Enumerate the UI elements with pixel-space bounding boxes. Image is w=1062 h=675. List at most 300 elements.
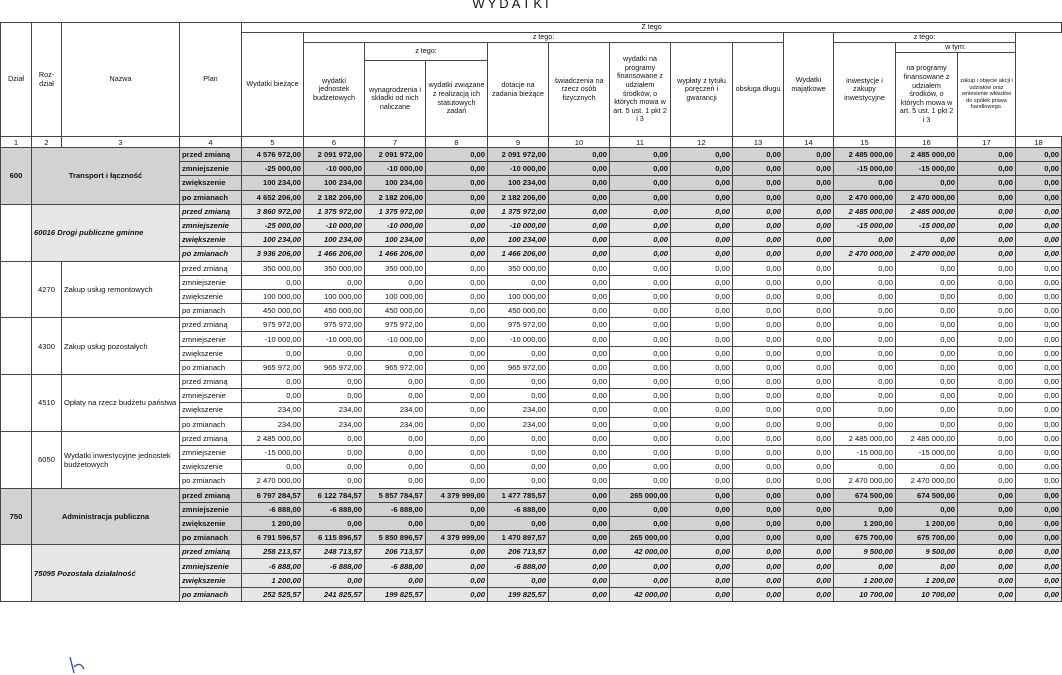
value-cell: 0,00	[426, 431, 488, 445]
row-label: po zmianach	[180, 190, 242, 204]
value-cell: 2 485 000,00	[896, 431, 958, 445]
header-rozdzial: Roz-dział	[32, 23, 62, 137]
row-label: zmniejszenie	[180, 162, 242, 176]
value-cell: 0,00	[958, 460, 1016, 474]
column-number: 15	[834, 137, 896, 148]
value-cell: 0,00	[896, 332, 958, 346]
value-cell: 100 234,00	[242, 233, 304, 247]
value-cell: 0,00	[242, 346, 304, 360]
value-cell: 0,00	[304, 346, 365, 360]
value-cell: 100 000,00	[365, 289, 426, 303]
value-cell: 10 700,00	[896, 587, 958, 601]
value-cell: 1 200,00	[242, 573, 304, 587]
value-cell: 0,00	[958, 275, 1016, 289]
row-label: zmniejszenie	[180, 218, 242, 232]
value-cell: 0,00	[958, 176, 1016, 190]
value-cell: 100 234,00	[488, 176, 549, 190]
value-cell: 0,00	[1016, 573, 1062, 587]
value-cell: 0,00	[1016, 346, 1062, 360]
value-cell: 2 091 972,00	[304, 148, 365, 162]
value-cell: 0,00	[1016, 531, 1062, 545]
value-cell: 265 000,00	[610, 488, 671, 502]
value-cell: 1 466 206,00	[488, 247, 549, 261]
value-cell: 100 234,00	[365, 176, 426, 190]
value-cell: 0,00	[426, 502, 488, 516]
value-cell: 0,00	[958, 488, 1016, 502]
value-cell: 1 466 206,00	[304, 247, 365, 261]
value-cell: 0,00	[488, 346, 549, 360]
value-cell: -6 888,00	[365, 559, 426, 573]
header-wydatki-biezace: Wydatki bieżące	[242, 33, 304, 137]
value-cell: 2 470 000,00	[834, 474, 896, 488]
value-cell: -10 000,00	[365, 162, 426, 176]
value-cell: 0,00	[958, 304, 1016, 318]
value-cell: 0,00	[958, 516, 1016, 530]
value-cell: 0,00	[834, 233, 896, 247]
value-cell: 0,00	[426, 417, 488, 431]
value-cell: 0,00	[733, 403, 784, 417]
value-cell: 0,00	[733, 516, 784, 530]
paragraf-code: 4300	[32, 318, 62, 375]
value-cell: 0,00	[784, 318, 834, 332]
value-cell: 100 000,00	[242, 289, 304, 303]
value-cell: 0,00	[671, 148, 733, 162]
value-cell: -6 888,00	[242, 502, 304, 516]
value-cell: 0,00	[671, 360, 733, 374]
value-cell: 450 000,00	[304, 304, 365, 318]
header-dzial: Dział	[1, 23, 32, 137]
value-cell: 258 213,57	[242, 545, 304, 559]
value-cell: 0,00	[733, 289, 784, 303]
value-cell: 0,00	[426, 587, 488, 601]
value-cell: 0,00	[733, 573, 784, 587]
header-zakup-akcji: zakup i objęcie akcji i udziałów oraz wniesienie wkładów do spółek prawa handlowego.	[958, 53, 1016, 137]
value-cell: 0,00	[610, 559, 671, 573]
value-cell: 2 470 000,00	[834, 190, 896, 204]
value-cell: -10 000,00	[304, 162, 365, 176]
value-cell: 234,00	[488, 417, 549, 431]
value-cell: 0,00	[733, 431, 784, 445]
value-cell: 0,00	[549, 190, 610, 204]
value-cell: -15 000,00	[834, 162, 896, 176]
value-cell: 0,00	[549, 389, 610, 403]
value-cell: 0,00	[488, 474, 549, 488]
value-cell: 0,00	[958, 233, 1016, 247]
value-cell: 0,00	[365, 516, 426, 530]
value-cell: 0,00	[549, 502, 610, 516]
rozdzial-code: 60016	[34, 228, 56, 238]
header-wyplaty: wypłaty z tytułu poręczeń i gwarancji	[671, 43, 733, 137]
value-cell: 2 485 000,00	[834, 431, 896, 445]
empty-cell	[1, 204, 32, 261]
value-cell: 0,00	[610, 445, 671, 459]
value-cell: 0,00	[1016, 417, 1062, 431]
value-cell: 0,00	[784, 474, 834, 488]
value-cell: 0,00	[1016, 318, 1062, 332]
value-cell: 0,00	[1016, 474, 1062, 488]
value-cell: 0,00	[610, 190, 671, 204]
value-cell: 0,00	[549, 148, 610, 162]
value-cell: 0,00	[896, 460, 958, 474]
value-cell: 234,00	[365, 403, 426, 417]
value-cell: 100 234,00	[304, 176, 365, 190]
value-cell: 0,00	[426, 275, 488, 289]
value-cell: 0,00	[426, 318, 488, 332]
value-cell: 0,00	[610, 389, 671, 403]
value-cell: 0,00	[896, 559, 958, 573]
value-cell: 0,00	[834, 275, 896, 289]
value-cell: 0,00	[784, 233, 834, 247]
value-cell: 0,00	[426, 148, 488, 162]
value-cell: 0,00	[958, 190, 1016, 204]
value-cell: 0,00	[671, 332, 733, 346]
value-cell: 0,00	[426, 261, 488, 275]
header-dotacje: dotacje na zadania bieżące	[488, 43, 549, 137]
row-label: zmniejszenie	[180, 332, 242, 346]
header-obsluga: obsługa długu	[733, 43, 784, 137]
value-cell: 0,00	[304, 275, 365, 289]
value-cell: -15 000,00	[834, 218, 896, 232]
value-cell: 0,00	[549, 176, 610, 190]
value-cell: 0,00	[896, 389, 958, 403]
value-cell: 234,00	[488, 403, 549, 417]
value-cell: 0,00	[1016, 233, 1062, 247]
value-cell: 199 825,57	[488, 587, 549, 601]
column-number: 13	[733, 137, 784, 148]
dzial-name: Administracja publiczna	[32, 488, 180, 545]
value-cell: 0,00	[834, 460, 896, 474]
empty-cell	[1, 375, 32, 432]
value-cell: 0,00	[834, 502, 896, 516]
value-cell: 0,00	[896, 318, 958, 332]
row-label: po zmianach	[180, 474, 242, 488]
value-cell: 0,00	[958, 360, 1016, 374]
value-cell: -15 000,00	[242, 445, 304, 459]
value-cell: 2 470 000,00	[242, 474, 304, 488]
value-cell: 0,00	[610, 346, 671, 360]
value-cell: 0,00	[834, 559, 896, 573]
value-cell: 0,00	[610, 218, 671, 232]
value-cell: 0,00	[784, 488, 834, 502]
table-body	[1, 137, 1062, 602]
value-cell: 0,00	[426, 389, 488, 403]
value-cell: 0,00	[733, 545, 784, 559]
value-cell: 6 797 284,57	[242, 488, 304, 502]
row-label: przed zmianą	[180, 148, 242, 162]
value-cell: 0,00	[549, 275, 610, 289]
column-number: 14	[784, 137, 834, 148]
table-row	[1, 148, 1062, 162]
value-cell: 0,00	[426, 218, 488, 232]
value-cell: 248 713,57	[304, 545, 365, 559]
value-cell: 0,00	[784, 545, 834, 559]
value-cell: 0,00	[304, 389, 365, 403]
expenditure-table	[0, 22, 1062, 602]
value-cell: 265 000,00	[610, 531, 671, 545]
value-cell: 0,00	[784, 162, 834, 176]
value-cell: 0,00	[958, 162, 1016, 176]
value-cell: 0,00	[549, 417, 610, 431]
value-cell: 2 182 206,00	[304, 190, 365, 204]
header-swiadczenia: świadczenia na rzecz osób fizycznych	[549, 43, 610, 137]
row-label: zmniejszenie	[180, 502, 242, 516]
value-cell: 0,00	[671, 190, 733, 204]
value-cell: 0,00	[896, 261, 958, 275]
value-cell: 2 182 206,00	[488, 190, 549, 204]
value-cell: -6 888,00	[488, 559, 549, 573]
value-cell: 0,00	[834, 375, 896, 389]
handwritten-signature-mark	[62, 655, 102, 675]
value-cell: 5 850 896,57	[365, 531, 426, 545]
value-cell: 0,00	[426, 545, 488, 559]
header-wynagrodzenia: wynagrodzenia i składki od nich naliczane	[365, 61, 426, 137]
value-cell: 2 091 972,00	[488, 148, 549, 162]
row-label: zmniejszenie	[180, 389, 242, 403]
value-cell: 0,00	[1016, 403, 1062, 417]
value-cell: -15 000,00	[896, 445, 958, 459]
column-number: 12	[671, 137, 733, 148]
value-cell: 0,00	[733, 445, 784, 459]
value-cell: 0,00	[365, 460, 426, 474]
value-cell: 0,00	[671, 516, 733, 530]
value-cell: 4 652 206,00	[242, 190, 304, 204]
value-cell: 0,00	[834, 389, 896, 403]
value-cell: 0,00	[834, 318, 896, 332]
value-cell: -25 000,00	[242, 218, 304, 232]
value-cell: 0,00	[1016, 559, 1062, 573]
value-cell: 9 500,00	[896, 545, 958, 559]
value-cell: 0,00	[784, 360, 834, 374]
value-cell: -10 000,00	[365, 332, 426, 346]
value-cell: 0,00	[733, 275, 784, 289]
empty-cell	[1, 545, 32, 602]
value-cell: 0,00	[426, 360, 488, 374]
value-cell: 0,00	[426, 559, 488, 573]
value-cell: 0,00	[365, 389, 426, 403]
value-cell: 206 713,57	[365, 545, 426, 559]
dzial-code: 750	[1, 488, 32, 545]
value-cell: 0,00	[488, 431, 549, 445]
value-cell: 0,00	[549, 360, 610, 374]
value-cell: 0,00	[610, 148, 671, 162]
header-programy-majatkowe: na programy finansowane z udziałem środków, o których mowa w art. 5 ust. 1 pkt 2 i 3	[896, 53, 958, 137]
value-cell: 0,00	[784, 275, 834, 289]
row-label: przed zmianą	[180, 488, 242, 502]
value-cell: 3 936 206,00	[242, 247, 304, 261]
value-cell: 0,00	[1016, 488, 1062, 502]
value-cell: 0,00	[549, 218, 610, 232]
value-cell: 0,00	[549, 488, 610, 502]
value-cell: 0,00	[610, 573, 671, 587]
table-row	[1, 375, 1062, 389]
value-cell: 0,00	[733, 502, 784, 516]
value-cell: 0,00	[896, 346, 958, 360]
value-cell: 0,00	[549, 531, 610, 545]
header-z-tego-inner: z tego:	[365, 43, 488, 61]
value-cell: 975 972,00	[365, 318, 426, 332]
value-cell: 0,00	[488, 375, 549, 389]
row-label: zmniejszenie	[180, 559, 242, 573]
value-cell: 675 700,00	[896, 531, 958, 545]
value-cell: 0,00	[834, 176, 896, 190]
value-cell: 0,00	[896, 417, 958, 431]
value-cell: 0,00	[1016, 176, 1062, 190]
value-cell: 0,00	[958, 204, 1016, 218]
value-cell: 350 000,00	[365, 261, 426, 275]
value-cell: 0,00	[671, 261, 733, 275]
value-cell: 0,00	[733, 332, 784, 346]
paragraf-name: Zakup usług pozostałych	[62, 318, 180, 375]
value-cell: 0,00	[1016, 289, 1062, 303]
value-cell: 0,00	[549, 573, 610, 587]
value-cell: -6 888,00	[242, 559, 304, 573]
value-cell: 0,00	[671, 573, 733, 587]
value-cell: 0,00	[365, 445, 426, 459]
value-cell: 4 576 972,00	[242, 148, 304, 162]
value-cell: 450 000,00	[488, 304, 549, 318]
value-cell: -10 000,00	[304, 332, 365, 346]
value-cell: 675 700,00	[834, 531, 896, 545]
value-cell: 0,00	[426, 516, 488, 530]
value-cell: 0,00	[426, 304, 488, 318]
header-wydatki-jednostek: wydatki jednostek budżetowych	[304, 43, 365, 137]
value-cell: 0,00	[242, 375, 304, 389]
value-cell: 0,00	[896, 375, 958, 389]
value-cell: 0,00	[784, 445, 834, 459]
value-cell: 0,00	[610, 417, 671, 431]
value-cell: 206 713,57	[488, 545, 549, 559]
header-wydatki-zwiazane: wydatki związane z realizacją ich statutowych zadań	[426, 61, 488, 137]
value-cell: 0,00	[896, 176, 958, 190]
value-cell: 0,00	[733, 190, 784, 204]
value-cell: 0,00	[834, 346, 896, 360]
row-label: zwiększenie	[180, 176, 242, 190]
header-z-tego-sub: z tego:	[304, 33, 784, 43]
value-cell: 6 791 596,57	[242, 531, 304, 545]
row-label: po zmianach	[180, 587, 242, 601]
value-cell: 234,00	[242, 417, 304, 431]
value-cell: 0,00	[671, 318, 733, 332]
row-label: zwiększenie	[180, 403, 242, 417]
row-label: zmniejszenie	[180, 445, 242, 459]
value-cell: 0,00	[1016, 389, 1062, 403]
value-cell: 2 470 000,00	[896, 247, 958, 261]
value-cell: 0,00	[610, 375, 671, 389]
value-cell: 2 485 000,00	[896, 204, 958, 218]
rozdzial-name: Pozostała działalność	[57, 568, 136, 578]
value-cell: 6 122 784,57	[304, 488, 365, 502]
value-cell: 0,00	[549, 375, 610, 389]
table-row	[1, 488, 1062, 502]
value-cell: 350 000,00	[488, 261, 549, 275]
value-cell: 0,00	[958, 375, 1016, 389]
value-cell: 2 485 000,00	[896, 148, 958, 162]
value-cell: 0,00	[426, 375, 488, 389]
row-label: przed zmianą	[180, 261, 242, 275]
value-cell: 0,00	[958, 445, 1016, 459]
value-cell: 2 485 000,00	[242, 431, 304, 445]
value-cell: 0,00	[610, 289, 671, 303]
value-cell: 0,00	[610, 502, 671, 516]
value-cell: 0,00	[242, 460, 304, 474]
table-row	[1, 204, 1062, 218]
value-cell: 0,00	[733, 587, 784, 601]
value-cell: 2 470 000,00	[896, 474, 958, 488]
value-cell: 100 234,00	[488, 233, 549, 247]
value-cell: 0,00	[426, 162, 488, 176]
value-cell: 100 000,00	[488, 289, 549, 303]
value-cell: 1 200,00	[896, 516, 958, 530]
row-label: zwiększenie	[180, 516, 242, 530]
value-cell: 0,00	[549, 318, 610, 332]
row-label: po zmianach	[180, 304, 242, 318]
value-cell: 0,00	[426, 403, 488, 417]
value-cell: 0,00	[365, 375, 426, 389]
value-cell: 0,00	[784, 247, 834, 261]
value-cell: 2 470 000,00	[896, 190, 958, 204]
value-cell: 0,00	[549, 516, 610, 530]
table-row	[1, 261, 1062, 275]
header-nazwa: Nazwa	[62, 23, 180, 137]
value-cell: 0,00	[610, 460, 671, 474]
row-label: zwiększenie	[180, 460, 242, 474]
value-cell: 0,00	[784, 431, 834, 445]
value-cell: 0,00	[958, 573, 1016, 587]
value-cell: 0,00	[784, 289, 834, 303]
value-cell: 0,00	[671, 218, 733, 232]
value-cell: 0,00	[610, 176, 671, 190]
value-cell: 0,00	[304, 375, 365, 389]
value-cell: 0,00	[784, 417, 834, 431]
value-cell: 0,00	[671, 474, 733, 488]
table-row	[1, 431, 1062, 445]
value-cell: 0,00	[1016, 190, 1062, 204]
value-cell: 42 000,00	[610, 587, 671, 601]
table-row	[1, 545, 1062, 559]
value-cell: 975 972,00	[242, 318, 304, 332]
value-cell: 965 972,00	[365, 360, 426, 374]
row-label: przed zmianą	[180, 545, 242, 559]
column-number: 4	[180, 137, 242, 148]
value-cell: 0,00	[1016, 360, 1062, 374]
value-cell: -10 000,00	[488, 162, 549, 176]
value-cell: 965 972,00	[242, 360, 304, 374]
value-cell: 0,00	[896, 360, 958, 374]
header-z-tego-right: z tego:	[834, 33, 1016, 43]
value-cell: 0,00	[896, 233, 958, 247]
value-cell: 0,00	[549, 587, 610, 601]
value-cell: 10 700,00	[834, 587, 896, 601]
value-cell: 0,00	[733, 204, 784, 218]
header-z-tego-top: Z tego	[242, 23, 1062, 33]
value-cell: 0,00	[549, 304, 610, 318]
value-cell: 0,00	[610, 233, 671, 247]
value-cell: -10 000,00	[242, 332, 304, 346]
value-cell: 0,00	[671, 403, 733, 417]
value-cell: 5 857 784,57	[365, 488, 426, 502]
value-cell: 2 182 206,00	[365, 190, 426, 204]
column-number: 3	[62, 137, 180, 148]
value-cell: 0,00	[549, 204, 610, 218]
value-cell: 0,00	[610, 204, 671, 218]
column-number: 18	[1016, 137, 1062, 148]
value-cell: 0,00	[733, 318, 784, 332]
value-cell: 0,00	[365, 275, 426, 289]
value-cell: 0,00	[958, 502, 1016, 516]
value-cell: 0,00	[784, 218, 834, 232]
value-cell: 0,00	[671, 233, 733, 247]
value-cell: 0,00	[834, 289, 896, 303]
